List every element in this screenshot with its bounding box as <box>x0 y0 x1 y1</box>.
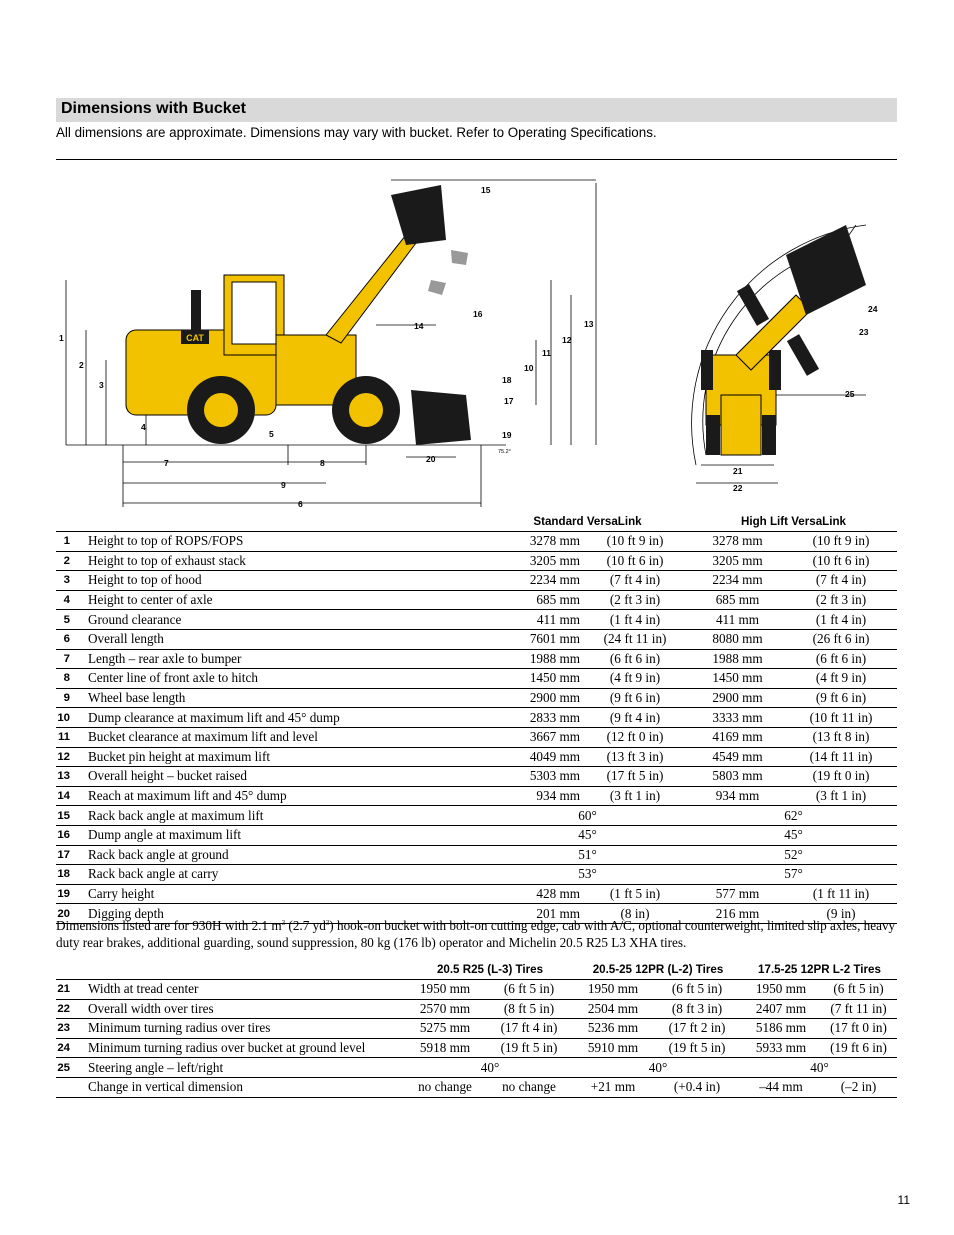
svg-text:5: 5 <box>269 429 274 439</box>
row-label: Minimum turning radius over bucket at ground level <box>80 1038 406 1058</box>
standard-mm: 7601 mm <box>485 629 580 649</box>
tire-value: 5236 mm <box>574 1019 652 1039</box>
highlift-mm: 3333 mm <box>690 708 785 728</box>
svg-text:7: 7 <box>164 458 169 468</box>
row-number: 5 <box>56 610 80 630</box>
tire-value: (17 ft 0 in) <box>820 1019 897 1039</box>
tire-value: 2504 mm <box>574 999 652 1019</box>
standard-mm: 2833 mm <box>485 708 580 728</box>
table-row <box>56 551 897 571</box>
col-tire-2: 20.5-25 12PR (L-2) Tires <box>574 960 742 980</box>
row-label: Length – rear axle to bumper <box>80 649 485 669</box>
row-label: Steering angle – left/right <box>80 1058 406 1078</box>
row-label: Rack back angle at maximum lift <box>80 806 485 826</box>
table-row <box>56 980 897 1000</box>
standard-mm: 3667 mm <box>485 727 580 747</box>
tire-value: no change <box>406 1077 484 1097</box>
row-number: 24 <box>56 1038 80 1058</box>
col-highlift: High Lift VersaLink <box>690 512 897 532</box>
row-label: Wheel base length <box>80 688 485 708</box>
svg-text:12: 12 <box>562 335 572 345</box>
highlift-ft: (10 ft 6 in) <box>785 551 897 571</box>
row-label: Width at tread center <box>80 980 406 1000</box>
highlift-mm: 5803 mm <box>690 767 785 787</box>
svg-text:21: 21 <box>733 466 743 476</box>
row-label: Height to center of axle <box>80 590 485 610</box>
tire-value: (8 ft 3 in) <box>652 999 742 1019</box>
table-row <box>56 532 897 552</box>
highlift-ft: (13 ft 8 in) <box>785 727 897 747</box>
row-number: 10 <box>56 708 80 728</box>
tire-value: (8 ft 5 in) <box>484 999 574 1019</box>
standard-ft: (12 ft 0 in) <box>580 727 690 747</box>
tire-value: 5918 mm <box>406 1038 484 1058</box>
standard-value: 45° <box>485 825 690 845</box>
row-number: 15 <box>56 806 80 826</box>
tire-value: (19 ft 6 in) <box>820 1038 897 1058</box>
highlift-value: 57° <box>690 865 897 885</box>
row-number: 20 <box>56 904 80 924</box>
tire-value: (7 ft 11 in) <box>820 999 897 1019</box>
tire-value: 2570 mm <box>406 999 484 1019</box>
tire-value: (6 ft 5 in) <box>484 980 574 1000</box>
highlift-ft: (3 ft 1 in) <box>785 786 897 806</box>
row-number: 21 <box>56 980 80 1000</box>
tire-value: 40° <box>574 1058 742 1078</box>
standard-mm: 1988 mm <box>485 649 580 669</box>
highlift-mm: 4169 mm <box>690 727 785 747</box>
dimension-diagram <box>56 165 897 515</box>
tire-value: 1950 mm <box>406 980 484 1000</box>
row-number: 22 <box>56 999 80 1019</box>
standard-ft: (10 ft 6 in) <box>580 551 690 571</box>
tire-value: 2407 mm <box>742 999 820 1019</box>
row-label: Dump clearance at maximum lift and 45° dump <box>80 708 485 728</box>
row-number: 4 <box>56 590 80 610</box>
highlift-ft: (10 ft 11 in) <box>785 708 897 728</box>
standard-mm: 3278 mm <box>485 532 580 552</box>
highlift-value: 45° <box>690 825 897 845</box>
section-header <box>56 98 897 122</box>
standard-ft: (7 ft 4 in) <box>580 571 690 591</box>
row-number: 23 <box>56 1019 80 1039</box>
table-row <box>56 727 897 747</box>
svg-text:18: 18 <box>502 375 512 385</box>
svg-text:8: 8 <box>320 458 325 468</box>
highlift-ft: (4 ft 9 in) <box>785 669 897 689</box>
highlift-ft: (19 ft 0 in) <box>785 767 897 787</box>
row-number: 7 <box>56 649 80 669</box>
row-label: Overall width over tires <box>80 999 406 1019</box>
table-row <box>56 825 897 845</box>
tire-value: (+0.4 in) <box>652 1077 742 1097</box>
standard-ft: (4 ft 9 in) <box>580 669 690 689</box>
svg-text:10: 10 <box>524 363 534 373</box>
row-label: Overall height – bucket raised <box>80 767 485 787</box>
svg-text:75.2°: 75.2° <box>498 449 511 455</box>
standard-value: 51° <box>485 845 690 865</box>
row-label: Center line of front axle to hitch <box>80 669 485 689</box>
row-number: 6 <box>56 629 80 649</box>
standard-value: 53° <box>485 865 690 885</box>
svg-text:25: 25 <box>845 389 855 399</box>
row-number: 12 <box>56 747 80 767</box>
row-number <box>56 1077 80 1097</box>
row-number: 18 <box>56 865 80 885</box>
tire-value: (6 ft 5 in) <box>652 980 742 1000</box>
tire-value: –44 mm <box>742 1077 820 1097</box>
table-row <box>56 806 897 826</box>
standard-ft: (8 in) <box>580 904 690 924</box>
row-label: Digging depth <box>80 904 485 924</box>
table-row <box>56 590 897 610</box>
svg-text:2: 2 <box>79 360 84 370</box>
tire-value: no change <box>484 1077 574 1097</box>
intro-text: All dimensions are approximate. Dimensions may vary with bucket. Refer to Operating Specifications. <box>56 125 657 140</box>
tire-value: 5910 mm <box>574 1038 652 1058</box>
table-row <box>56 1019 897 1039</box>
row-number: 19 <box>56 884 80 904</box>
table-row <box>56 571 897 591</box>
standard-ft: (1 ft 5 in) <box>580 884 690 904</box>
row-label: Bucket clearance at maximum lift and level <box>80 727 485 747</box>
tire-value: 40° <box>742 1058 897 1078</box>
row-label: Rack back angle at ground <box>80 845 485 865</box>
standard-mm: 2900 mm <box>485 688 580 708</box>
table-row <box>56 845 897 865</box>
highlift-ft: (26 ft 6 in) <box>785 629 897 649</box>
tire-value: (–2 in) <box>820 1077 897 1097</box>
svg-text:CAT: CAT <box>186 333 204 343</box>
row-label: Height to top of exhaust stack <box>80 551 485 571</box>
row-number: 25 <box>56 1058 80 1078</box>
svg-text:4: 4 <box>141 422 146 432</box>
tire-value: (19 ft 5 in) <box>652 1038 742 1058</box>
tire-value: 5933 mm <box>742 1038 820 1058</box>
standard-mm: 428 mm <box>485 884 580 904</box>
highlift-ft: (10 ft 9 in) <box>785 532 897 552</box>
tire-value: (17 ft 2 in) <box>652 1019 742 1039</box>
row-label: Dump angle at maximum lift <box>80 825 485 845</box>
row-number: 8 <box>56 669 80 689</box>
svg-text:17: 17 <box>504 396 514 406</box>
row-label: Minimum turning radius over tires <box>80 1019 406 1039</box>
standard-mm: 5303 mm <box>485 767 580 787</box>
standard-ft: (24 ft 11 in) <box>580 629 690 649</box>
row-number: 2 <box>56 551 80 571</box>
standard-ft: (9 ft 6 in) <box>580 688 690 708</box>
standard-mm: 685 mm <box>485 590 580 610</box>
standard-ft: (6 ft 6 in) <box>580 649 690 669</box>
tire-value: (19 ft 5 in) <box>484 1038 574 1058</box>
table-note: Dimensions listed are for 930H with 2.1 $m^3$ (2.7 $yd^3$) hook-on bucket with bolt-on cutting edge, cab with A/C, optional counterweight, limited slip axles, heavy duty rear brakes, additional guarding, sound suppression, 80 kg (176 lb) operator and Michelin 20.5 R25 L3 XHA tires. <box>56 918 896 950</box>
svg-text:22: 22 <box>733 483 743 493</box>
table-row <box>56 786 897 806</box>
dimensions-table <box>56 512 897 924</box>
table-row <box>56 649 897 669</box>
row-number: 3 <box>56 571 80 591</box>
row-label: Rack back angle at carry <box>80 865 485 885</box>
table-row <box>56 688 897 708</box>
standard-mm: 3205 mm <box>485 551 580 571</box>
col-standard: Standard VersaLink <box>485 512 690 532</box>
svg-text:13: 13 <box>584 319 594 329</box>
tire-value: (6 ft 5 in) <box>820 980 897 1000</box>
row-label: Reach at maximum lift and 45° dump <box>80 786 485 806</box>
svg-text:24: 24 <box>868 304 878 314</box>
standard-mm: 411 mm <box>485 610 580 630</box>
highlift-mm: 411 mm <box>690 610 785 630</box>
table-row <box>56 610 897 630</box>
col-tire-1: 20.5 R25 (L-3) Tires <box>406 960 574 980</box>
standard-ft: (17 ft 5 in) <box>580 767 690 787</box>
table-row <box>56 747 897 767</box>
highlift-value: 62° <box>690 806 897 826</box>
svg-text:15: 15 <box>481 185 491 195</box>
table-row <box>56 708 897 728</box>
row-label: Change in vertical dimension <box>80 1077 406 1097</box>
highlift-mm: 1988 mm <box>690 649 785 669</box>
svg-text:11: 11 <box>542 348 551 358</box>
row-number: 16 <box>56 825 80 845</box>
row-number: 1 <box>56 532 80 552</box>
highlift-ft: (9 ft 6 in) <box>785 688 897 708</box>
highlift-ft: (14 ft 11 in) <box>785 747 897 767</box>
highlift-ft: (7 ft 4 in) <box>785 571 897 591</box>
row-number: 11 <box>56 727 80 747</box>
highlift-value: 52° <box>690 845 897 865</box>
row-label: Height to top of hood <box>80 571 485 591</box>
tires-table <box>56 960 897 1098</box>
highlift-mm: 3278 mm <box>690 532 785 552</box>
svg-text:9: 9 <box>281 480 286 490</box>
standard-ft: (3 ft 1 in) <box>580 786 690 806</box>
standard-ft: (9 ft 4 in) <box>580 708 690 728</box>
table-row <box>56 767 897 787</box>
highlift-mm: 4549 mm <box>690 747 785 767</box>
row-number: 14 <box>56 786 80 806</box>
highlift-ft: (1 ft 11 in) <box>785 884 897 904</box>
row-label: Overall length <box>80 629 485 649</box>
standard-mm: 4049 mm <box>485 747 580 767</box>
tire-value: 40° <box>406 1058 574 1078</box>
table-row <box>56 629 897 649</box>
row-label: Ground clearance <box>80 610 485 630</box>
highlift-ft: (9 in) <box>785 904 897 924</box>
svg-text:3: 3 <box>99 380 104 390</box>
highlift-mm: 1450 mm <box>690 669 785 689</box>
col-tire-3: 17.5-25 12PR L-2 Tires <box>742 960 897 980</box>
row-label: Bucket pin height at maximum lift <box>80 747 485 767</box>
highlift-mm: 685 mm <box>690 590 785 610</box>
tire-value: 5275 mm <box>406 1019 484 1039</box>
standard-mm: 2234 mm <box>485 571 580 591</box>
highlift-ft: (6 ft 6 in) <box>785 649 897 669</box>
table-header-row <box>56 512 897 532</box>
tire-value: 1950 mm <box>742 980 820 1000</box>
svg-text:16: 16 <box>473 309 483 319</box>
standard-mm: 934 mm <box>485 786 580 806</box>
standard-ft: (1 ft 4 in) <box>580 610 690 630</box>
highlift-ft: (1 ft 4 in) <box>785 610 897 630</box>
row-label: Carry height <box>80 884 485 904</box>
page-number: 11 <box>897 1193 910 1207</box>
standard-ft: (10 ft 9 in) <box>580 532 690 552</box>
standard-ft: (2 ft 3 in) <box>580 590 690 610</box>
table-row <box>56 865 897 885</box>
row-number: 13 <box>56 767 80 787</box>
table-row <box>56 1058 897 1078</box>
highlift-mm: 2234 mm <box>690 571 785 591</box>
table-row <box>56 669 897 689</box>
section-title: Dimensions with Bucket <box>61 100 246 117</box>
highlift-mm: 8080 mm <box>690 629 785 649</box>
highlift-mm: 2900 mm <box>690 688 785 708</box>
table-header-row <box>56 960 897 980</box>
svg-text:14: 14 <box>414 321 424 331</box>
divider <box>56 159 897 160</box>
standard-mm: 1450 mm <box>485 669 580 689</box>
tire-value: 5186 mm <box>742 1019 820 1039</box>
svg-text:23: 23 <box>859 327 869 337</box>
standard-ft: (13 ft 3 in) <box>580 747 690 767</box>
row-label: Height to top of ROPS/FOPS <box>80 532 485 552</box>
table-row <box>56 1077 897 1097</box>
standard-mm: 201 mm <box>485 904 580 924</box>
svg-text:19: 19 <box>502 430 512 440</box>
highlift-mm: 3205 mm <box>690 551 785 571</box>
highlift-mm: 934 mm <box>690 786 785 806</box>
highlift-ft: (2 ft 3 in) <box>785 590 897 610</box>
highlift-mm: 216 mm <box>690 904 785 924</box>
svg-text:6: 6 <box>298 499 303 509</box>
tire-value: +21 mm <box>574 1077 652 1097</box>
highlift-mm: 577 mm <box>690 884 785 904</box>
row-number: 9 <box>56 688 80 708</box>
table-row <box>56 884 897 904</box>
svg-text:1: 1 <box>59 333 64 343</box>
table-row <box>56 999 897 1019</box>
svg-text:20: 20 <box>426 454 436 464</box>
tire-value: 1950 mm <box>574 980 652 1000</box>
tire-value: (17 ft 4 in) <box>484 1019 574 1039</box>
table-row <box>56 1038 897 1058</box>
standard-value: 60° <box>485 806 690 826</box>
row-number: 17 <box>56 845 80 865</box>
